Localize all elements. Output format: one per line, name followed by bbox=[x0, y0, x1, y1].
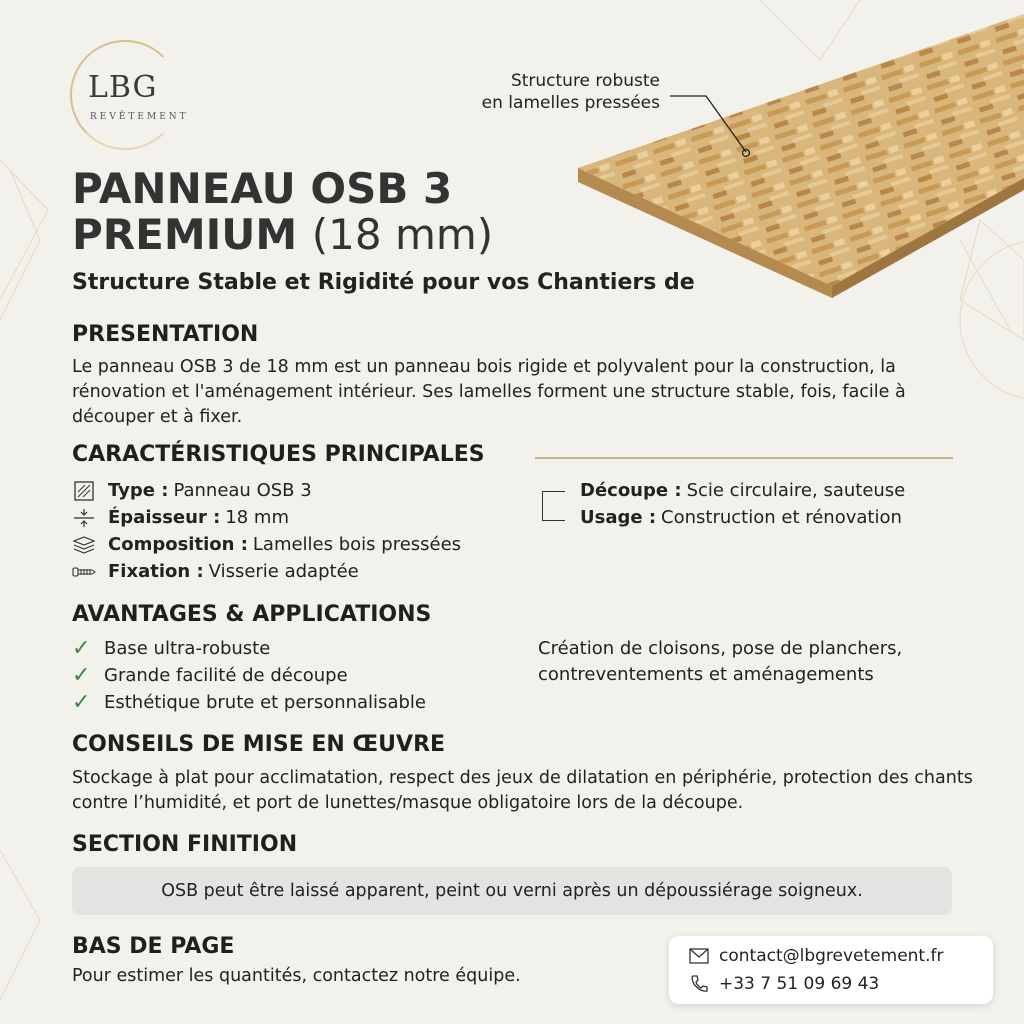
advantage-item bbox=[72, 636, 270, 661]
envelope-icon bbox=[689, 948, 709, 964]
spec-usage-label: Usage : bbox=[580, 507, 657, 528]
finition-heading: SECTION FINITION bbox=[72, 832, 298, 857]
title-line-1: PANNEAU OSB 3 bbox=[72, 164, 453, 213]
check-icon: ✓ bbox=[72, 636, 91, 661]
osb-board-illustration bbox=[560, 0, 1024, 310]
spec-usage-value: Construction et rénovation bbox=[661, 507, 902, 528]
brand-logo bbox=[70, 40, 200, 155]
spec-composition-label: Composition : bbox=[108, 534, 248, 555]
caracteristiques-heading: CARACTÉRISTIQUES PRINCIPALES bbox=[72, 442, 485, 467]
spec-decoupe bbox=[580, 478, 905, 504]
wood-grain-icon bbox=[72, 480, 96, 502]
spec-composition bbox=[72, 532, 461, 558]
spec-type-value: Panneau OSB 3 bbox=[173, 480, 312, 501]
contact-phone-row[interactable] bbox=[689, 974, 879, 994]
title-line-2-light: (18 mm) bbox=[311, 210, 494, 259]
spec-epaisseur-value: 18 mm bbox=[225, 507, 289, 528]
spec-type-label: Type : bbox=[108, 480, 169, 501]
callout-line-2: en lamelles pressées bbox=[481, 93, 660, 113]
spec-epaisseur-label: Épaisseur : bbox=[108, 507, 221, 528]
check-icon: ✓ bbox=[72, 663, 91, 688]
conseils-text: Stockage à plat pour acclimatation, respect des jeux de dilatation en périphérie, protection des chants contre l’humidité, et port de lunettes/masque obligatoire lors de la découpe. bbox=[72, 768, 973, 813]
presentation-heading: PRESENTATION bbox=[72, 322, 259, 347]
contact-email[interactable]: contact@lbgrevetement.fr bbox=[719, 946, 944, 966]
finition-text: OSB peut être laissé apparent, peint ou verni après un dépoussiérage soigneux. bbox=[161, 881, 863, 901]
page-title bbox=[72, 166, 493, 258]
spec-usage bbox=[580, 505, 902, 531]
finition-box bbox=[72, 867, 952, 915]
layers-icon bbox=[72, 534, 96, 556]
spec-bracket bbox=[542, 491, 565, 521]
advantage-label: Esthétique brute et personnalisable bbox=[104, 692, 426, 713]
bas-text: Pour estimer les quantités, contactez notre équipe. bbox=[72, 966, 521, 986]
advantage-label: Base ultra-robuste bbox=[104, 638, 271, 659]
spec-fixation-value: Visserie adaptée bbox=[208, 561, 359, 582]
logo-name: LBG bbox=[88, 70, 158, 105]
presentation-text: Le panneau OSB 3 de 18 mm est un panneau bois rigide et polyvalent pour la construction, la rénovation et l'aménagement intérieur. Ses lamelles forment une structure stable, fois, facile à découper et à fixer. bbox=[72, 357, 906, 427]
applications-text: Création de cloisons, pose de planchers, contreventements et aménagements bbox=[538, 638, 903, 685]
contact-email-row[interactable] bbox=[689, 946, 943, 966]
spec-fixation bbox=[72, 559, 359, 585]
title-line-2-bold: PREMIUM bbox=[72, 210, 298, 259]
heading-divider bbox=[535, 457, 953, 459]
conseils-heading: CONSEILS DE MISE EN ŒUVRE bbox=[72, 732, 446, 757]
phone-icon bbox=[689, 974, 709, 994]
callout-line-1: Structure robuste bbox=[510, 71, 660, 91]
contact-phone[interactable]: +33 7 51 09 69 43 bbox=[719, 974, 880, 994]
page-subtitle: Structure Stable et Rigidité pour vos Chantiers de bbox=[72, 270, 695, 295]
advantage-label: Grande facilité de découpe bbox=[104, 665, 348, 686]
spec-decoupe-value: Scie circulaire, sauteuse bbox=[686, 480, 906, 501]
advantage-item bbox=[72, 690, 426, 715]
bas-heading: BAS DE PAGE bbox=[72, 934, 235, 959]
screw-icon bbox=[72, 561, 96, 583]
spec-decoupe-label: Découpe : bbox=[580, 480, 682, 501]
thickness-icon bbox=[72, 507, 96, 529]
logo-subtitle: REVÊTEMENT bbox=[90, 112, 189, 122]
spec-epaisseur bbox=[72, 505, 289, 531]
check-icon: ✓ bbox=[72, 690, 91, 715]
contact-card bbox=[669, 936, 993, 1004]
avantages-heading: AVANTAGES & APPLICATIONS bbox=[72, 602, 432, 627]
spec-type bbox=[72, 478, 312, 504]
spec-composition-value: Lamelles bois pressées bbox=[252, 534, 462, 555]
spec-fixation-label: Fixation : bbox=[108, 561, 204, 582]
advantage-item bbox=[72, 663, 348, 688]
board-callout bbox=[440, 70, 660, 114]
